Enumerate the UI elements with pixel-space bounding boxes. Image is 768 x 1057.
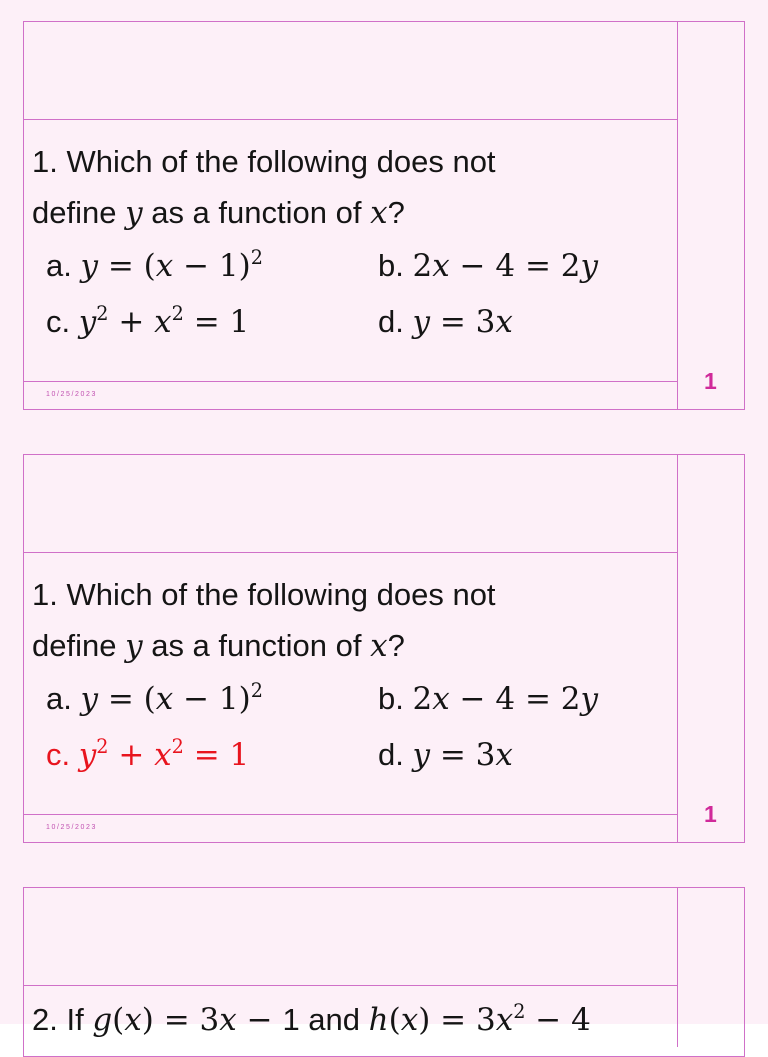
question-text-part: define	[32, 628, 126, 663]
slide-1	[0, 0, 768, 433]
question-text-part: as a function of	[142, 628, 371, 663]
option-label: c.	[46, 304, 79, 339]
option-label: a.	[46, 681, 81, 716]
title-divider	[23, 985, 678, 986]
title-divider	[23, 552, 678, 553]
option-label: b.	[378, 248, 413, 283]
question-line-1: 1. Which of the following does not	[32, 577, 496, 612]
option-b: b. 2x − 4 = 2y	[378, 681, 599, 717]
option-c: c. $y^2 + x^2 = 1$	[46, 302, 250, 340]
right-divider	[677, 21, 678, 410]
question-text-part: ?	[387, 628, 405, 663]
page-number: 1	[704, 368, 717, 394]
question-text	[32, 136, 672, 239]
option-a: a. $y = (x - 1)^2$	[46, 246, 263, 284]
question-line-2	[32, 187, 672, 239]
question-text-part: define	[32, 195, 126, 230]
slide-date: 10/25/2023	[46, 391, 98, 398]
option-b: b. 2x − 4 = 2y	[378, 248, 599, 284]
var-y: y	[125, 195, 143, 231]
option-label: d.	[378, 737, 413, 772]
question-text-part: 1 and	[282, 1002, 369, 1037]
question-line-2	[32, 620, 672, 672]
option-a: a. $y = (x - 1)^2$	[46, 679, 263, 717]
option-label: a.	[46, 248, 81, 283]
question-line-1: 1. Which of the following does not	[32, 144, 496, 179]
question-text-part: as a function of	[142, 195, 371, 230]
var-x: x	[370, 628, 388, 664]
question-text	[32, 569, 672, 672]
question-text-part: 2. If	[32, 1002, 93, 1037]
right-divider	[677, 454, 678, 843]
option-label: b.	[378, 681, 413, 716]
slide-date: 10/25/2023	[46, 824, 98, 831]
footer-divider	[23, 381, 678, 382]
slide-3	[0, 866, 768, 1038]
title-divider	[23, 119, 678, 120]
slide-2	[0, 433, 768, 866]
question-text-part: ?	[387, 195, 405, 230]
option-d: d. y = 3x	[378, 304, 513, 340]
option-label: c.	[46, 737, 79, 772]
option-c-correct-answer: c. $y^2 + x^2 = 1$	[46, 735, 250, 773]
footer-divider	[23, 814, 678, 815]
question-text-partial: 2. If g(x) = 3x − 1 and $h(x) = 3x^2 - 4$	[32, 1000, 591, 1038]
option-d: d. y = 3x	[378, 737, 513, 773]
right-divider	[677, 887, 678, 1047]
var-y: y	[125, 628, 143, 664]
page-number: 1	[704, 801, 717, 827]
var-x: x	[370, 195, 388, 231]
option-label: d.	[378, 304, 413, 339]
